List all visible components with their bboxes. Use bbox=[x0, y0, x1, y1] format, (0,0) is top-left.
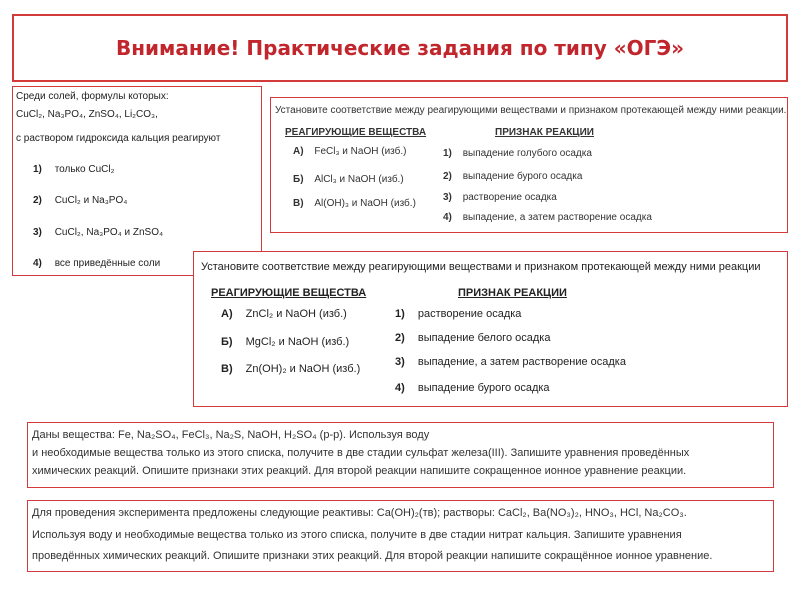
item-key: В) bbox=[221, 363, 233, 375]
item-text: выпадение, а затем растворение осадка bbox=[462, 212, 652, 223]
task5-line: проведённых химических реакций. Опишите признаки этих реакций. Для второй реакции напишите сокращённое ионное уравнение. bbox=[32, 550, 713, 562]
item-text: Zn(OH)₂ и NaOH (изб.) bbox=[245, 363, 361, 375]
task1-option bbox=[33, 227, 163, 238]
item-key: 3) bbox=[443, 192, 452, 203]
item-key: В) bbox=[293, 198, 304, 209]
item-key: Б) bbox=[293, 174, 304, 185]
task3-right-item bbox=[395, 382, 550, 394]
item-key: 4) bbox=[443, 212, 452, 223]
item-key: 1) bbox=[395, 308, 405, 320]
item-key: 3) bbox=[395, 356, 405, 368]
task2-right-item bbox=[443, 148, 592, 159]
task2-right-item bbox=[443, 192, 557, 203]
option-text: все приведённые соли bbox=[54, 258, 161, 269]
task1-option bbox=[33, 164, 114, 175]
task4-line: и необходимые вещества только из этого списка, получите в две стадии сульфат железа(III). Запишите уравнения проведённых bbox=[32, 447, 690, 459]
task2-box bbox=[270, 97, 788, 233]
task2-right-item bbox=[443, 212, 652, 223]
formula-3: ZnSO₄ bbox=[88, 109, 119, 120]
task1-intro: Среди солей, формулы которых: bbox=[16, 91, 169, 102]
item-key: А) bbox=[221, 308, 233, 320]
formula-1: CuCl₂ bbox=[16, 109, 43, 120]
task5-line: Для проведения эксперимента предложены следующие реактивы: Ca(OH)₂(тв); растворы: CaCl₂, Ba(NO₃)₂, HNO₃, HCl, Na₂CO₃. bbox=[32, 507, 687, 519]
option-number: 1) bbox=[33, 164, 42, 175]
task3-right-item bbox=[395, 356, 626, 368]
option-text: CuCl₂ и Na₃PO₄ bbox=[54, 195, 128, 206]
task2-left-item bbox=[293, 198, 416, 209]
task3-left-item bbox=[221, 363, 360, 375]
option-text: CuCl₂, Na₃PO₄ и ZnSO₄ bbox=[54, 227, 164, 238]
task2-instruction: Установите соответствие между реагирующими веществами и признаком протекающей между ними реакции. bbox=[275, 105, 787, 116]
task2-col-left: РЕАГИРУЮЩИЕ ВЕЩЕСТВА bbox=[285, 127, 427, 138]
task3-col-right: ПРИЗНАК РЕАКЦИИ bbox=[458, 287, 567, 299]
item-text: выпадение бурого осадка bbox=[417, 382, 550, 394]
item-key: Б) bbox=[221, 336, 233, 348]
task3-col-left: РЕАГИРУЮЩИЕ ВЕЩЕСТВА bbox=[211, 287, 367, 299]
item-text: выпадение белого осадка bbox=[417, 332, 551, 344]
item-text: Al(OH)₃ и NaOH (изб.) bbox=[314, 198, 416, 209]
task4-box bbox=[27, 422, 774, 488]
task3-right-item bbox=[395, 332, 550, 344]
option-number: 2) bbox=[33, 195, 42, 206]
task1-option bbox=[33, 258, 160, 269]
item-key: 2) bbox=[395, 332, 405, 344]
item-text: MgCl₂ и NaOH (изб.) bbox=[245, 336, 350, 348]
formula-2: Na₃PO₄ bbox=[47, 109, 84, 120]
task3-box bbox=[193, 251, 788, 407]
task2-col-right: ПРИЗНАК РЕАКЦИИ bbox=[495, 127, 594, 138]
item-text: растворение осадка bbox=[462, 192, 557, 203]
task3-instruction: Установите соответствие между реагирующими веществами и признаком протекающей между ними реакции bbox=[201, 261, 761, 273]
task2-left-item bbox=[293, 146, 406, 157]
option-text: только CuCl₂ bbox=[54, 164, 115, 175]
option-number: 4) bbox=[33, 258, 42, 269]
title-box bbox=[12, 14, 788, 82]
task2-right-item bbox=[443, 171, 582, 182]
item-key: А) bbox=[293, 146, 304, 157]
option-number: 3) bbox=[33, 227, 42, 238]
task3-right-item bbox=[395, 308, 521, 320]
item-key: 1) bbox=[443, 148, 452, 159]
task4-line: Даны вещества: Fe, Na₂SO₄, FeCl₃, Na₂S, NaOH, H₂SO₄ (р-р). Используя воду bbox=[32, 429, 430, 441]
task1-formulas: CuCl₂, Na₃PO₄, ZnSO₄, Li₂CO₃, bbox=[16, 109, 158, 120]
formula-4: Li₂CO₃ bbox=[124, 109, 156, 120]
task1-option bbox=[33, 195, 127, 206]
page-title: Внимание! Практические задания по типу «ОГЭ» bbox=[115, 36, 684, 60]
task4-line: химических реакций. Опишите признаки этих реакций. Для второй реакции напишите сокращенное ионное уравнение реакции. bbox=[32, 465, 687, 477]
item-text: AlCl₃ и NaOH (изб.) bbox=[314, 174, 404, 185]
item-text: FeCl₃ и NaOH (изб.) bbox=[314, 146, 407, 157]
item-text: выпадение бурого осадка bbox=[462, 171, 583, 182]
item-text: ZnCl₂ и NaOH (изб.) bbox=[245, 308, 347, 320]
item-key: 4) bbox=[395, 382, 405, 394]
task3-left-item bbox=[221, 336, 349, 348]
item-key: 2) bbox=[443, 171, 452, 182]
task1-box bbox=[12, 86, 262, 276]
task3-left-item bbox=[221, 308, 347, 320]
task2-left-item bbox=[293, 174, 404, 185]
task5-line: Используя воду и необходимые вещества только из этого списка, получите в две стадии нитрат кальция. Запишите уравнения bbox=[32, 529, 682, 541]
item-text: выпадение, а затем растворение осадка bbox=[417, 356, 626, 368]
task5-box bbox=[27, 500, 774, 572]
item-text: растворение осадка bbox=[417, 308, 522, 320]
item-text: выпадение голубого осадка bbox=[462, 148, 592, 159]
task1-question: с раствором гидроксида кальция реагируют bbox=[16, 133, 221, 144]
